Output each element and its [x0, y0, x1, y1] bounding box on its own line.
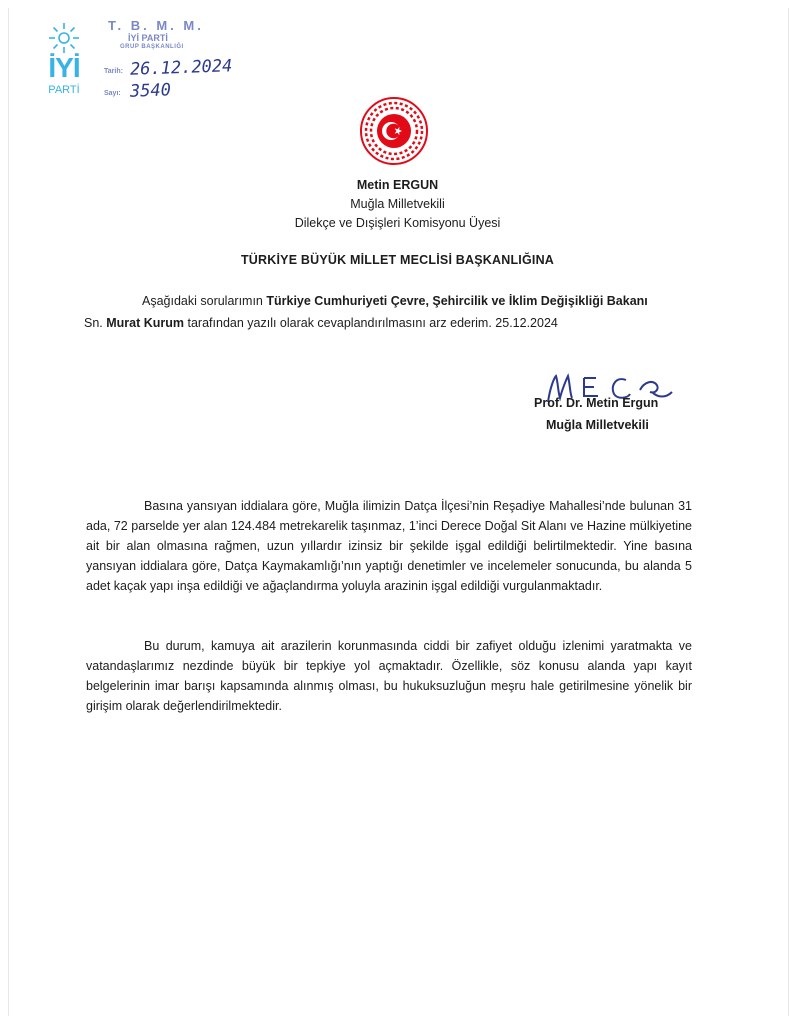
body-paragraph-1: Basına yansıyan iddialara göre, Muğla ilimizin Datça İlçesi’nin Reşadiye Mahallesi’nde bulunan 31 ada, 72 parselde yer alan 124.484 metrekarelik taşınmaz, 1’inci Derece Doğal Sit Alanı ve Hazine mülkiyetine ait bir alan olmasına rağmen, uzun yıllardır izinsiz bir şekilde işgal edildiği belirtilmektedir. Yine basına yansıyan iddialara göre, Datça Kaymakamlığı’nın yaptığı denetimler ve incelemeler sonucunda, bu alanda 5 adet kaçak yapı inşa edildiği ve ağaçlandırma yoluyla arazinin işgal edildiği vurgulanmaktadır. — [86, 499, 692, 593]
mp-title: Muğla Milletvekili — [350, 197, 445, 211]
mp-committee: Dilekçe ve Dışişleri Komisyonu Üyesi — [294, 216, 501, 230]
stamp-number-value: 3540 — [129, 80, 172, 102]
stamp-date-label: Tarih: — [104, 68, 123, 75]
stamp-line-1: T. B. M. M. — [108, 18, 204, 33]
tbmm-emblem — [360, 97, 428, 165]
addressee-heading: TÜRKİYE BÜYÜK MİLLET MECLİSİ BAŞKANLIĞINA — [240, 253, 555, 267]
mp-name: Metin ERGUN — [356, 178, 439, 192]
intro-text-2: Sn. — [84, 316, 107, 330]
intro-text-3: tarafından yazılı olarak cevaplandırılmasını arz ederim. 25.12.2024 — [184, 316, 558, 330]
intro-minister: Murat Kurum — [106, 316, 185, 330]
stamp-line-3: GRUP BAŞKANLIĞI — [120, 44, 184, 50]
body-paragraph-2: Bu durum, kamuya ait arazilerin korunmasında ciddi bir zafiyet olduğu izlenimi yaratmakta ve vatandaşlarımız nezdinde büyük bir tepkiye yol açmaktadır. Özellikle, söz konusu alanda yapı kayıt belgelerinin imar barışı kapsamında alınmış olması, bu hukuksuzluğun meşru hale getirilmesine yönelik bir girişim olarak değerlendirilmektedir. — [86, 639, 692, 713]
party-logo-name: İYİ — [48, 52, 80, 83]
stamp-number-label: Sayı: — [104, 90, 121, 97]
intro-ministry: Türkiye Cumhuriyeti Çevre, Şehircilik ve İklim Değişikliği Bakanı — [266, 294, 648, 308]
intro-text-1: Aşağıdaki sorularımın — [142, 294, 267, 308]
stamp-line-2: İYİ PARTİ — [128, 33, 168, 43]
stamp-date-value: 26.12.2024 — [129, 56, 233, 80]
signatory-title: Muğla Milletvekili — [546, 418, 649, 432]
intro-paragraph — [84, 290, 724, 334]
sun-icon — [44, 20, 84, 54]
party-logo — [44, 20, 84, 100]
signatory-name: Prof. Dr. Metin Ergun — [534, 396, 659, 410]
party-logo-subtitle: PARTİ — [48, 84, 80, 96]
registry-stamp — [98, 18, 238, 108]
